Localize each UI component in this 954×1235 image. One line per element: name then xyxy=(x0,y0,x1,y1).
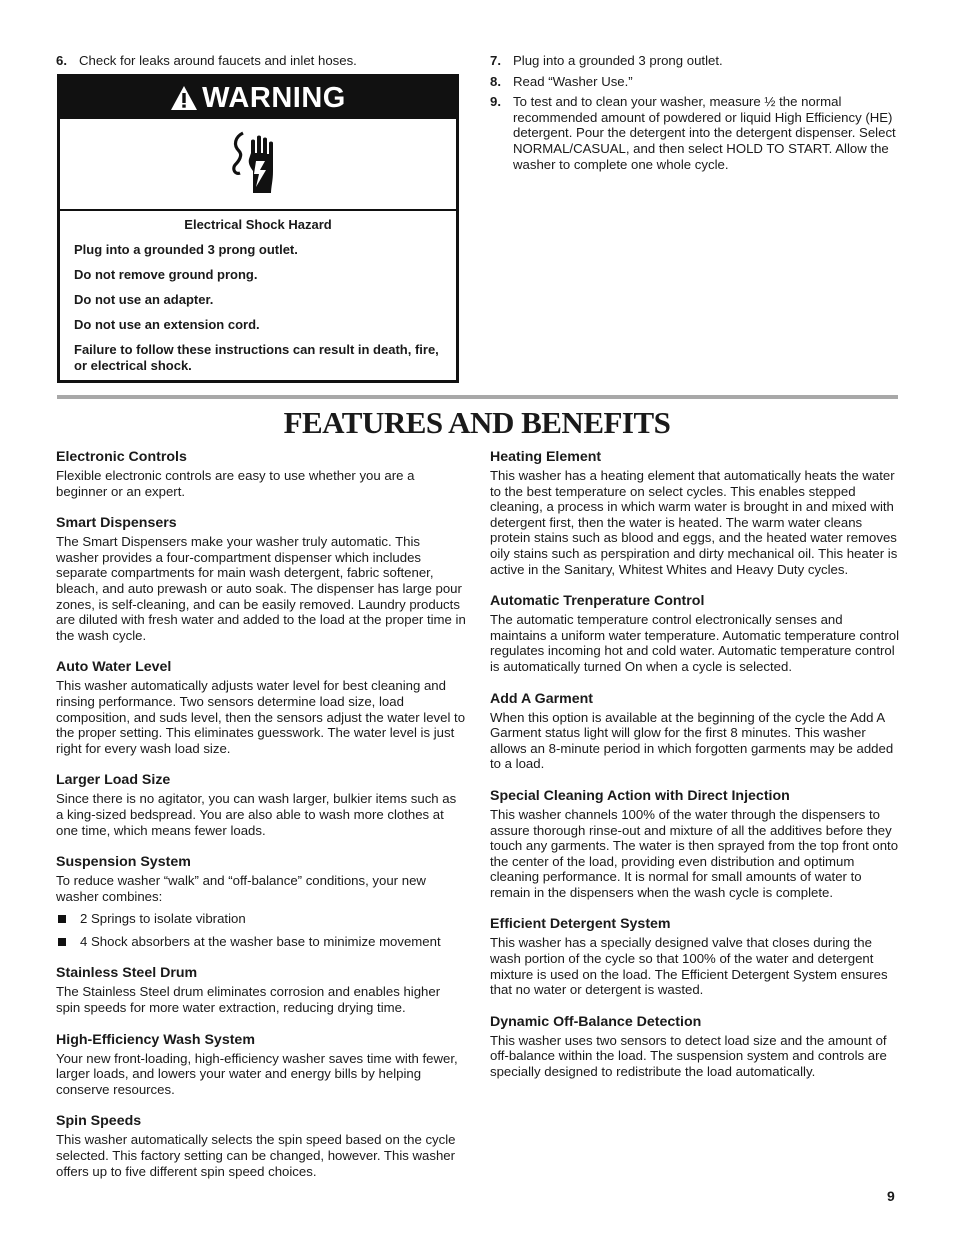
feature-title: Suspension System xyxy=(56,854,191,871)
feature-text: The Smart Dispensers make your washer truly automatic. This washer provides a four-compartment dispenser which includes separate compartments for main wash detergent, fabric softener, bleach, and auto prewash or auto soak. The dispenser has large pour zones, is self-cleaning, and can be easily removed. Laundry products are diluted with fresh water and added to the load at the proper time in the wash cycle. xyxy=(56,534,466,643)
feature-section xyxy=(56,854,466,949)
electrical-shock-hand-icon xyxy=(229,131,287,197)
warning-line: Do not use an adapter. xyxy=(74,291,214,307)
feature-title: Larger Load Size xyxy=(56,772,171,789)
feature-title: Efficient Detergent System xyxy=(490,916,671,933)
warning-line: Plug into a grounded 3 prong outlet. xyxy=(74,241,298,257)
feature-text: The automatic temperature control electronically senses and maintains a uniform water temperature. Automatic temperature control regulates incoming hot and cold water. Automatic temperature control is automatically turned On when a cycle is selected. xyxy=(490,612,899,674)
feature-text: This washer has a heating element that automatically heats the water to the best temperature on select cycles. This enables stepped cleaning, a process in which warm water is brought in and mixed with detergent first, then the water is heated. The warm water cleans protein stains such as blood and eggs, and the heated water removes oily stains such as perspiration and dirty mechanical oil. This heater is active in the Sanitary, Whitest Whites and Heavy Duty cycles. xyxy=(490,468,898,577)
feature-section xyxy=(56,772,466,838)
step-text: Read “Washer Use.” xyxy=(513,73,633,89)
feature-title: Auto Water Level xyxy=(56,659,172,676)
bullet-text: 2 Springs to isolate vibration xyxy=(80,911,246,927)
warning-line: Do not remove ground prong. xyxy=(74,266,258,282)
feature-title: Electronic Controls xyxy=(56,449,187,465)
step-number: 7. xyxy=(490,53,501,68)
step-item xyxy=(490,53,900,69)
step-item xyxy=(56,53,466,69)
feature-text: Flexible electronic controls are easy to use whether you are a beginner or an expert. xyxy=(56,468,415,499)
warning-title: WARNING xyxy=(202,81,346,114)
feature-section xyxy=(56,1032,466,1098)
feature-title: Automatic Trenperature Control xyxy=(490,593,705,610)
feature-text: This washer has a specially designed valve that closes during the wash portion of the cycle so that 100% of the water and detergent mixture is used on the load. The Efficient Detergent System ensures that no water or detergent is wasted. xyxy=(490,935,888,998)
feature-title: Special Cleaning Action with Direct Injection xyxy=(490,787,790,804)
feature-section xyxy=(56,659,466,756)
feature-text: This washer uses two sensors to detect load size and the amount of off-balance within the load. The suspension system and controls are specially designed to redistribute the load automatically. xyxy=(490,1032,887,1080)
page-number: 9 xyxy=(887,1188,895,1204)
feature-text: This washer automatically adjusts water level for best cleaning and rinsing performance. Two sensors determine load size, load composition, and suds level, then the sensors adjust the water level to the proper setting. This eliminates guesswork. The water level is just right for every wash load size. xyxy=(56,678,466,756)
feature-section xyxy=(56,449,466,499)
bullet-item xyxy=(56,934,466,950)
step-text: To test and to clean your washer, measure ½ the normal recommended amount of powdered or liquid High Efficiency (HE) detergent. Pour the detergent into the detergent dispenser. Select NORMAL/CASUAL, and then select HOLD TO START. Allow the washer to complete one whole cycle. xyxy=(513,94,896,172)
feature-section xyxy=(490,788,900,901)
feature-section xyxy=(490,916,900,997)
features-left-column xyxy=(56,449,466,1195)
step-item xyxy=(490,94,900,172)
feature-section xyxy=(56,965,466,1015)
feature-text: To reduce washer “walk” and “off-balance” conditions, your new washer combines: xyxy=(56,873,426,904)
feature-title: Smart Dispensers xyxy=(56,515,177,532)
square-bullet-icon xyxy=(58,938,66,946)
bullet-item xyxy=(56,911,466,927)
feature-text: The Stainless Steel drum eliminates corrosion and enables higher spin speeds for more water extraction, reducing drying time. xyxy=(56,984,441,1016)
feature-title: Dynamic Off-Balance Detection xyxy=(490,1013,702,1030)
feature-text: This washer channels 100% of the water through the dispensers to assure thorough rinse-out and mixture of all the additives before they touch any garments. The water is then sprayed from the top front onto the center of the load, providing even distribution and optimum cleaning performance. It is normal for small amounts of water to remain in the dispensers when the wash cycle is complete. xyxy=(490,806,899,900)
feature-text: This washer automatically selects the spin speed based on the cycle selected. This factory setting can be changed, however. This washer offers up to five different spin speed choices. xyxy=(56,1132,456,1179)
feature-section xyxy=(56,515,466,643)
warning-triangle-icon xyxy=(170,85,198,111)
step-list-right xyxy=(490,53,900,177)
warning-hazard: Electrical Shock Hazard xyxy=(184,217,332,232)
warning-header xyxy=(60,77,456,119)
feature-title: Heating Element xyxy=(490,449,602,465)
feature-section xyxy=(490,1014,900,1080)
warning-icon-area xyxy=(60,119,456,211)
warning-line: Do not use an extension cord. xyxy=(74,316,260,332)
step-number: 9. xyxy=(490,94,501,110)
step-number: 6. xyxy=(56,53,67,68)
feature-title: Add A Garment xyxy=(490,690,593,707)
page-title: FEATURES AND BENEFITS xyxy=(283,405,671,440)
feature-section xyxy=(56,1113,466,1179)
feature-section xyxy=(490,593,900,674)
feature-text: When this option is available at the beginning of the cycle the Add A Garment status light will glow for the first 8 minutes. This washer allows an 8-minute period in which forgotten garments may be added to a load. xyxy=(490,709,894,772)
bullet-text: 4 Shock absorbers at the washer base to minimize movement xyxy=(80,933,441,949)
step-text: Plug into a grounded 3 prong outlet. xyxy=(513,53,723,68)
step-list-left xyxy=(56,53,466,74)
section-divider xyxy=(57,395,898,399)
feature-title: Stainless Steel Drum xyxy=(56,965,198,982)
step-item xyxy=(490,74,900,90)
square-bullet-icon xyxy=(58,915,66,923)
warning-box xyxy=(57,74,459,383)
feature-title: High-Efficiency Wash System xyxy=(56,1031,255,1048)
step-number: 8. xyxy=(490,73,501,89)
step-text: Check for leaks around faucets and inlet hoses. xyxy=(79,53,357,68)
feature-section xyxy=(490,449,900,577)
feature-section xyxy=(490,691,900,772)
feature-text: Since there is no agitator, you can wash larger, bulkier items such as a king-sized bedspread. You are also able to wash more clothes at one time, which means fewer loads. xyxy=(56,791,457,838)
warning-line: Failure to follow these instructions can result in death, fire, or electrical shock. xyxy=(74,341,439,373)
warning-body xyxy=(60,211,456,375)
feature-title: Spin Speeds xyxy=(56,1113,142,1130)
feature-text: Your new front-loading, high-efficiency washer saves time with fewer, larger loads, and lowers your water and energy bills by helping conserve resources. xyxy=(56,1050,458,1097)
features-right-column xyxy=(490,449,900,1096)
